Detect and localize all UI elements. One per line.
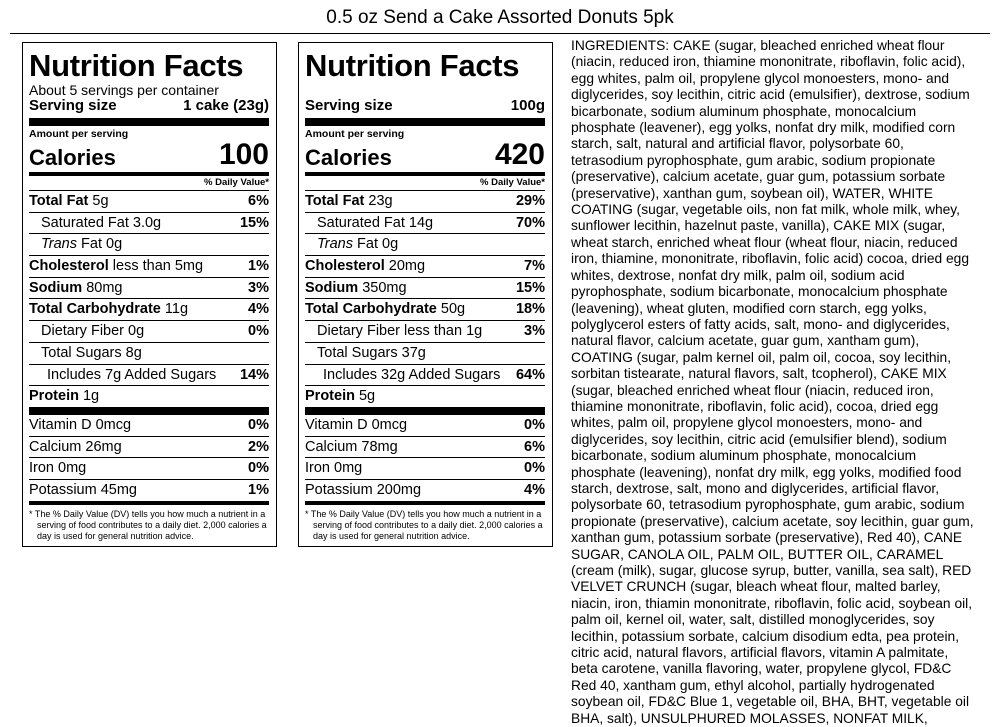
daily-value: 18% <box>515 301 545 318</box>
daily-value: 0% <box>524 460 545 477</box>
nutrition-panel-per-serving <box>22 42 277 547</box>
nutrient-amount: 5g <box>358 388 376 405</box>
nutrient-label: Cholesterol <box>305 258 385 275</box>
serving-size-row <box>29 98 269 126</box>
nutrient-label: Calcium 78mg <box>305 438 398 455</box>
nutrition-facts-heading: Nutrition Facts <box>29 48 244 83</box>
trans-fat-row <box>305 234 545 256</box>
daily-value: 2% <box>248 438 269 455</box>
nutrient-amount: 1g <box>82 388 100 405</box>
total-sugars-row <box>305 343 545 365</box>
nutrient-label: Includes 32g Added Sugars <box>323 366 501 383</box>
daily-value-header: % Daily Value* <box>29 176 269 191</box>
calories-value: 420 <box>494 138 545 171</box>
nutrient-amount: 350mg <box>362 279 407 296</box>
page-title: 0.5 oz Send a Cake Assorted Donuts 5pk <box>326 7 674 28</box>
nutrient-label: Vitamin D 0mcg <box>29 416 132 433</box>
serving-size-label: Serving size <box>29 97 117 114</box>
nutrient-label: Fat 0g <box>357 236 399 253</box>
amount-per-serving: Amount per serving <box>305 128 405 140</box>
nutrition-facts-heading: Nutrition Facts <box>305 48 520 83</box>
nutrient-label: Dietary Fiber 0g <box>41 323 145 340</box>
serving-size-label: Serving size <box>305 97 393 114</box>
saturated-fat-row <box>29 213 269 235</box>
added-sugars-row <box>305 365 545 387</box>
trans-fat-row <box>29 234 269 256</box>
protein-row <box>29 386 269 415</box>
daily-value-footnote: * The % Daily Value (DV) tells you how much a nutrient in a serving of food contributes to a daily diet. 2,000 calories a day is used for general nutrition advice. <box>305 508 543 541</box>
daily-value-header: % Daily Value* <box>305 176 545 191</box>
nutrient-label: Fat 0g <box>81 236 123 253</box>
calories-value: 100 <box>218 138 269 171</box>
daily-value: 0% <box>248 460 269 477</box>
daily-value: 14% <box>239 366 269 383</box>
trans-italic: Trans <box>317 236 353 253</box>
nutrient-label: Total Fat <box>305 193 365 209</box>
nutrient-label: Potassium 45mg <box>29 481 137 498</box>
nutrient-amount: 80mg <box>86 279 123 296</box>
nutrition-panel-per-100g <box>298 42 553 547</box>
total-carbohydrate-row <box>29 299 269 321</box>
cholesterol-row <box>29 256 269 278</box>
total-sugars-row <box>29 343 269 365</box>
daily-value: 1% <box>248 258 269 275</box>
calcium-row <box>305 437 545 459</box>
potassium-row <box>305 480 545 505</box>
vitamin-d-row <box>29 415 269 437</box>
servings-per-container: About 5 servings per container <box>29 82 219 98</box>
title-divider <box>10 33 990 34</box>
serving-size-row <box>305 98 545 126</box>
dietary-fiber-row <box>305 321 545 343</box>
nutrient-label: Cholesterol <box>29 258 109 275</box>
nutrient-label: Total Carbohydrate <box>29 301 161 318</box>
daily-value: 1% <box>248 481 269 498</box>
daily-value: 3% <box>248 279 269 296</box>
nutrient-label: Total Sugars 8g <box>41 344 142 361</box>
total-fat-row <box>29 191 269 213</box>
added-sugars-row <box>29 365 269 387</box>
daily-value: 3% <box>524 323 545 340</box>
calories-label: Calories <box>305 145 392 170</box>
servings-spacer <box>305 82 545 98</box>
nutrient-label: Dietary Fiber less than 1g <box>317 323 483 340</box>
nutrient-amount: 11g <box>164 301 189 318</box>
total-carbohydrate-row <box>305 299 545 321</box>
daily-value: 0% <box>248 323 269 340</box>
sodium-row <box>29 278 269 300</box>
vitamin-d-row <box>305 415 545 437</box>
nutrient-label: Potassium 200mg <box>305 481 422 498</box>
nutrient-label: Iron 0mg <box>305 460 363 477</box>
nutrient-label: Calcium 26mg <box>29 438 122 455</box>
daily-value: 0% <box>524 416 545 433</box>
daily-value: 64% <box>515 366 545 383</box>
nutrient-amount: 23g <box>368 193 393 209</box>
daily-value: 15% <box>515 279 545 296</box>
cholesterol-row <box>305 256 545 278</box>
nutrient-label: Protein <box>29 388 79 405</box>
daily-value: 7% <box>524 258 545 275</box>
saturated-fat-row <box>305 213 545 235</box>
nutrient-amount: less than 5mg <box>112 258 204 275</box>
sodium-row <box>305 278 545 300</box>
protein-row <box>305 386 545 415</box>
nutrient-label: Protein <box>305 388 355 405</box>
serving-size-value: 1 cake (23g) <box>183 97 269 114</box>
potassium-row <box>29 480 269 505</box>
trans-italic: Trans <box>41 236 77 253</box>
nutrient-label: Saturated Fat 14g <box>317 214 434 231</box>
serving-size-value: 100g <box>510 97 545 114</box>
nutrient-amount: 50g <box>440 301 466 318</box>
nutrient-amount: 5g <box>92 193 109 209</box>
ingredients-text: INGREDIENTS: CAKE (sugar, bleached enriched wheat flour (niacin, reduced iron, thiamine mononitrate, riboflavin, folic acid), egg whites, palm oil, propylene glycol monoesters, mono- and diglycerides, soy lecithin, citric acid (emulsifier), dextrose, sodium bicarbonate, sodium aluminum phosphate, monocalcium phosphate (leavener), egg yolks, nonfat dry milk, modified corn starch, salt, natural and artificial flavor, polysorbate 60, tetrasodium pyrophosphate, gum arabic, sodium propionate (preservative), calcium acetate, guar gum, potassium sorbate (preservative), xanthan gum, soybean oil), WATER, WHITE COATING (sugar, vegetable oils, non fat milk, whole milk, whey, sunflower lecithin, hazelnut paste, vanilla), CAKE MIX (sugar, wheat starch, enriched wheat flour (wheat flour, niacin, reduced iron, thiamine, mononitrate, riboflavin, folic acid) cocoa, dried egg whites, dextrose, nonfat dry milk, palm oil, sodium acid pyrophosphate, sodium bicarbonate, monocalcium phosphate (leavening), wheat gluten, modified corn starch, egg yolks, polyglycerol esters of fatty acids, salt, mono- and diglycerides, natural flavor, calcium acetate, guar gum, xantham gum), COATING (sugar, palm kernel oil, palm oil, cocoa, soy lecithin, sorbitan tistearate, natural flavors, salt, tcopherol), CAKE MIX (sugar, bleached enriched wheat flour (niacin, reduced iron, thiamine mononitrate, riboflavin, folic acid), cocoa, dried egg whites, palm oil, propylene glycol monoesters, mono- and diglycerides, soy lecithin, citric acid (emulsifier blend), sodium bicarbonate, sodium aluminum phosphate, monocalcium phosphate (leavening), nonfat dry milk, egg yolks, modified food starch, dextrose, salt, mono and diglycerides, artificial flavor, polysorbate 60, tetrasodium pyrophosphate, gum arabic, sodium propionate (preservative), calcium acetate, soy lecithin, guar gum, xanthan gum, potassium sorbate (preservative), Red 40), CANE SUGAR, CANOLA OIL, PALM OIL, BUTTER OIL, CARAMEL (cream (milk), sugar, glucose syrup, butter, vanilla, sea salt), RED VELVET CRUNCH (sugar, bleach wheat flour, malted barley, niacin, iron, thiamin mononitrate, riboflavin, folic acid, soybean oil, palm oil, kernel oil, water, salt, distilled monoglycerides, soy lecithin, potassium sorbate, calcium disodium edta, pea protein, citric acid, natural flavors, artificial flavors, vitamin A palmitate, beta carotene, vanilla flavoring, water, propylene glycol, FD&C Red 40, xantham gum, ethyl alcohol, partially hydrogenated soybean oil, FD&C Blue 1, vegetable oil, BHA, BHT, vegetable oil BHA, salt), UNSULPHURED MOLASSES, NONFAT MILK, <box>571 38 974 726</box>
calcium-row <box>29 437 269 459</box>
daily-value: 29% <box>515 193 545 209</box>
daily-value: 6% <box>524 438 545 455</box>
iron-row <box>29 458 269 480</box>
nutrient-label: Iron 0mg <box>29 460 87 477</box>
iron-row <box>305 458 545 480</box>
nutrient-label: Sodium <box>305 279 359 296</box>
nutrient-label: Total Carbohydrate <box>305 301 437 318</box>
daily-value-footnote: * The % Daily Value (DV) tells you how much a nutrient in a serving of food contributes to a daily diet. 2,000 calories a day is used for general nutrition advice. <box>29 508 267 541</box>
nutrient-amount: 20mg <box>388 258 426 275</box>
daily-value: 15% <box>239 214 269 231</box>
daily-value: 4% <box>524 481 545 498</box>
daily-value: 4% <box>248 301 269 318</box>
daily-value: 6% <box>248 193 269 209</box>
total-fat-row <box>305 191 545 213</box>
calories-label: Calories <box>29 145 116 170</box>
nutrient-label: Includes 7g Added Sugars <box>47 366 217 383</box>
nutrient-label: Total Sugars 37g <box>317 344 426 361</box>
nutrient-label: Sodium <box>29 279 83 296</box>
dietary-fiber-row <box>29 321 269 343</box>
nutrient-label: Saturated Fat 3.0g <box>41 214 162 231</box>
calories-row <box>305 140 545 176</box>
amount-per-serving: Amount per serving <box>29 128 129 140</box>
calories-row <box>29 140 269 176</box>
nutrient-label: Total Fat <box>29 193 89 209</box>
daily-value: 70% <box>515 214 545 231</box>
nutrient-label: Vitamin D 0mcg <box>305 416 408 433</box>
daily-value: 0% <box>248 416 269 433</box>
